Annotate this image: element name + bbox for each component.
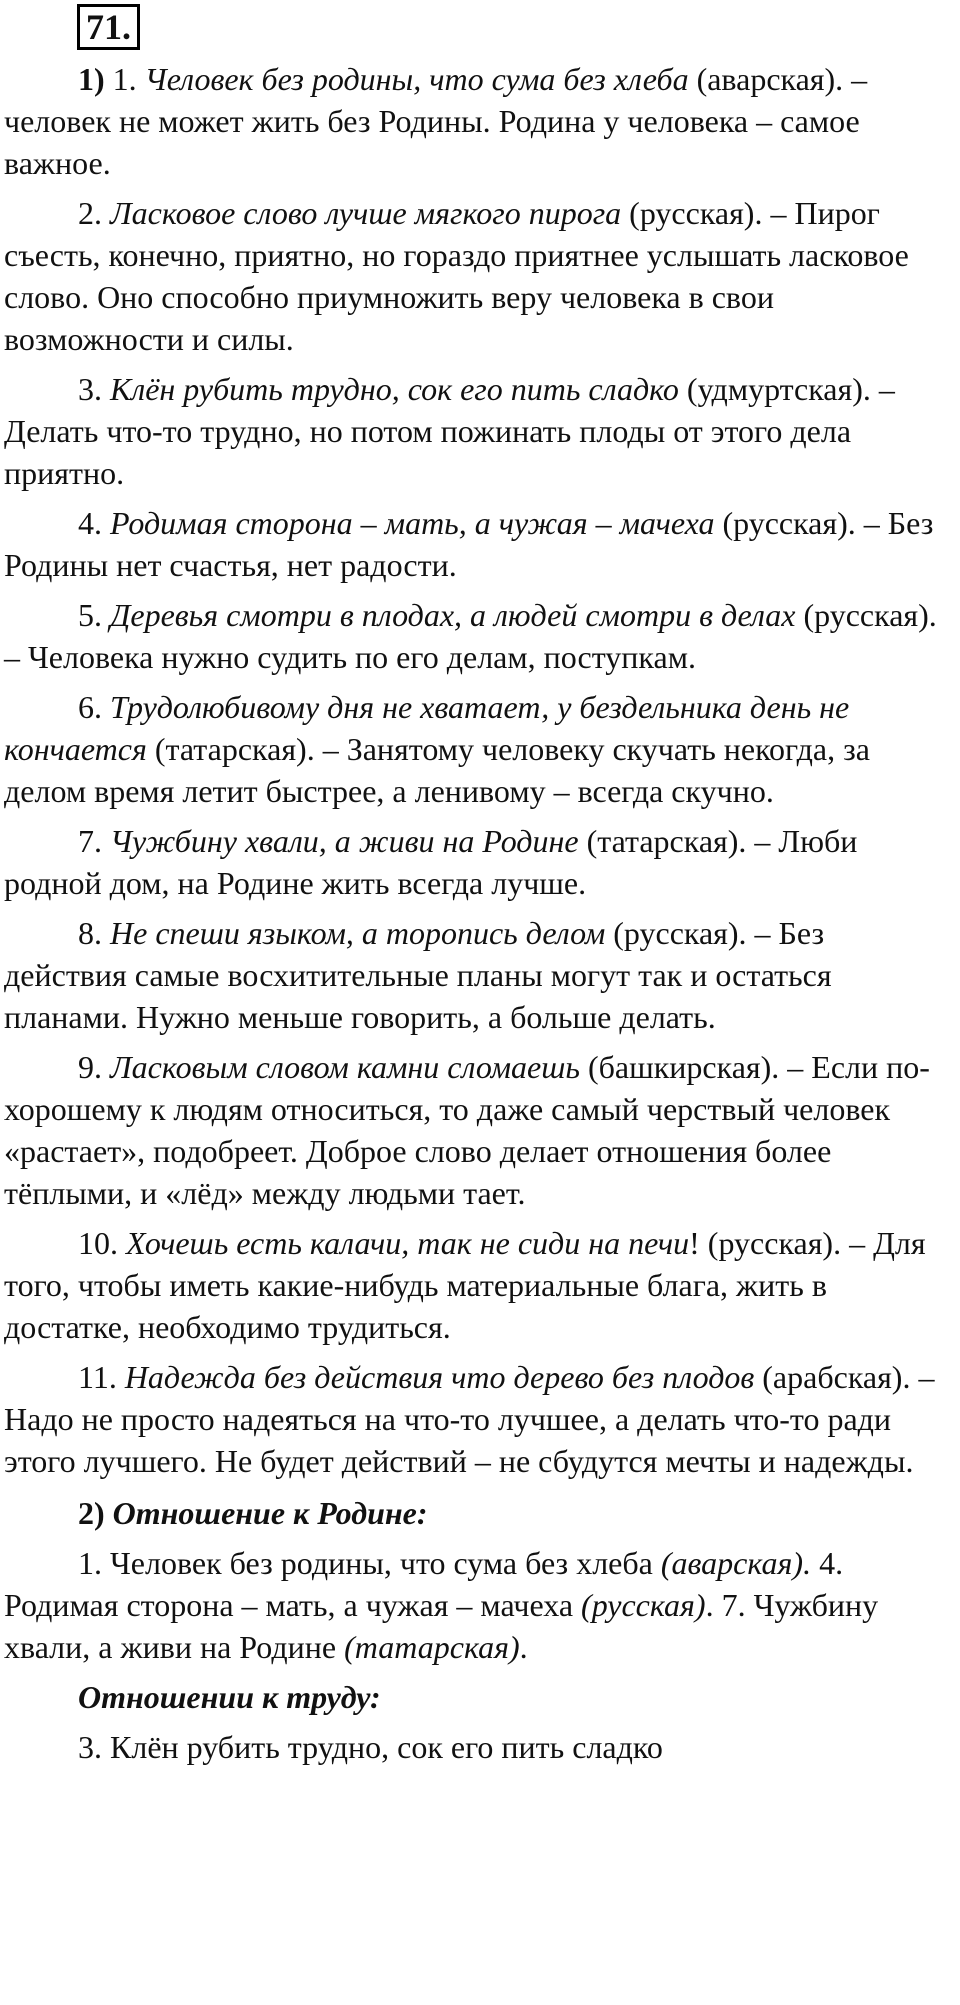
labour-first-line: 3. Клён рубить трудно, сок его пить сладко <box>78 1729 663 1765</box>
proverb-item <box>4 820 952 904</box>
proverb-number: 2. <box>78 195 102 231</box>
proverb-origin: (башкирская). <box>587 1049 780 1085</box>
proverb-number: 6. <box>78 689 102 725</box>
proverb-item <box>4 1046 952 1214</box>
proverb-origin: (русская). <box>629 195 763 231</box>
proverb-number: 4. <box>78 505 102 541</box>
proverb-text: Клён рубить трудно, сок его пить сладко <box>110 371 679 407</box>
proverb-origin: (русская). <box>613 915 747 951</box>
proverb-explanation: – Занятому человеку скучать некогда, за делом время летит быстрее, а ленивому – всегда скучно. <box>4 731 870 809</box>
proverb-text: Родимая сторона – мать, а чужая – мачеха <box>110 505 715 541</box>
proverb-text: Надежда без действия что дерево без плодов <box>124 1359 755 1395</box>
proverb-item <box>4 1356 952 1482</box>
proverb-item <box>4 1222 952 1348</box>
proverb-explanation: – Надо не просто надеяться на что-то лучшее, а делать что-то ради этого лучшего. Не будет действий – не сбудутся мечты и надежды. <box>4 1359 935 1479</box>
proverb-text: Деревья смотри в плодах, а людей смотри в делах <box>110 597 796 633</box>
proverb-explanation: – Люби родной дом, на Родине жить всегда лучше. <box>4 823 858 901</box>
proverb-origin: (аварская). <box>696 61 844 97</box>
proverb-number: 11. <box>78 1359 117 1395</box>
part2-heading <box>4 1492 952 1534</box>
proverb-text: Ласковое слово лучше мягкого пирога <box>110 195 622 231</box>
proverb-number: 5. <box>78 597 102 633</box>
homeland-a-origin: (аварская). <box>660 1545 812 1581</box>
proverb-text: Чужбину хвали, а живи на Родине <box>110 823 579 859</box>
homeland-paragraph <box>4 1542 952 1668</box>
proverb-explanation: – Если по-хорошему к людям относиться, то даже самый черствый человек «растает», подобреет. Доброе слово делает отношения более тёплыми, и «лёд» между людьми тает. <box>4 1049 930 1211</box>
homeland-b-text: 4. Родимая сторона – мать, а чужая – мачеха <box>4 1545 844 1623</box>
part2-heading-text: Отношение к Родине: <box>112 1495 428 1531</box>
homeland-c-origin: (татарская) <box>344 1629 520 1665</box>
proverb-item <box>4 686 952 812</box>
proverb-item <box>4 192 952 360</box>
proverb-number: 1. <box>112 61 137 97</box>
proverb-item <box>4 58 952 184</box>
part2-label: 2) <box>78 1495 105 1531</box>
labour-heading: Отношении к труду: <box>78 1679 381 1715</box>
proverb-origin: (русская). <box>722 505 856 541</box>
homeland-a-text: 1. Человек без родины, что сума без хлеба <box>78 1545 653 1581</box>
proverb-item <box>4 502 952 586</box>
homeland-c-after: . <box>519 1629 528 1665</box>
proverb-number: 9. <box>78 1049 102 1085</box>
task-header <box>4 4 952 58</box>
proverb-origin: (татарская). <box>586 823 747 859</box>
proverb-text: Ласковым словом камни сломаешь <box>110 1049 580 1085</box>
proverb-text: Трудолюбивому дня не хватает, у бездельника день не кончается <box>4 689 850 767</box>
proverb-explanation: – Без действия самые восхитительные планы могут так и остаться планами. Нужно меньше говорить, а больше делать. <box>4 915 832 1035</box>
proverb-explanation: – Пирог съесть, конечно, приятно, но гораздо приятнее услышать ласковое слово. Оно способно приумножить веру человека в свои возможности и силы. <box>4 195 909 357</box>
proverb-number: 3. <box>78 371 102 407</box>
proverb-explanation: – Для того, чтобы иметь какие-нибудь материальные блага, жить в достатке, необходимо трудиться. <box>4 1225 926 1345</box>
proverb-item <box>4 368 952 494</box>
proverb-item <box>4 594 952 678</box>
proverb-origin: (арабская). <box>762 1359 911 1395</box>
proverb-origin: (татарская). <box>154 731 315 767</box>
proverb-explanation: – Человека нужно судить по его делам, поступкам. <box>4 639 696 675</box>
proverb-text: Человек без родины, что сума без хлеба <box>144 61 689 97</box>
proverb-origin: (русская). <box>803 597 937 633</box>
proverb-number: 10. <box>78 1225 118 1261</box>
proverb-text: Не спеши языком, а торопись делом <box>110 915 606 951</box>
proverb-list <box>4 58 952 1482</box>
proverb-explanation: – Без Родины нет счастья, нет радости. <box>4 505 934 583</box>
proverb-number: 8. <box>78 915 102 951</box>
proverb-explanation: – Делать что-то трудно, но потом пожинать плоды от этого дела приятно. <box>4 371 895 491</box>
homeland-b-after: . 7. Чужбину хвали, а живи на Родине <box>4 1587 879 1665</box>
proverb-text: Хочешь есть калачи, так не сиди на печи <box>126 1225 690 1261</box>
part1-label: 1) <box>78 61 105 97</box>
proverb-item <box>4 912 952 1038</box>
proverb-origin: (удмуртская). <box>686 371 871 407</box>
homeland-b-origin: (русская) <box>581 1587 706 1623</box>
proverb-number: 7. <box>78 823 102 859</box>
proverb-origin: ! (русская). <box>689 1225 842 1261</box>
task-number: 71. <box>77 4 140 50</box>
proverb-explanation: – человек не может жить без Родины. Родина у человека – самое важное. <box>4 61 868 181</box>
